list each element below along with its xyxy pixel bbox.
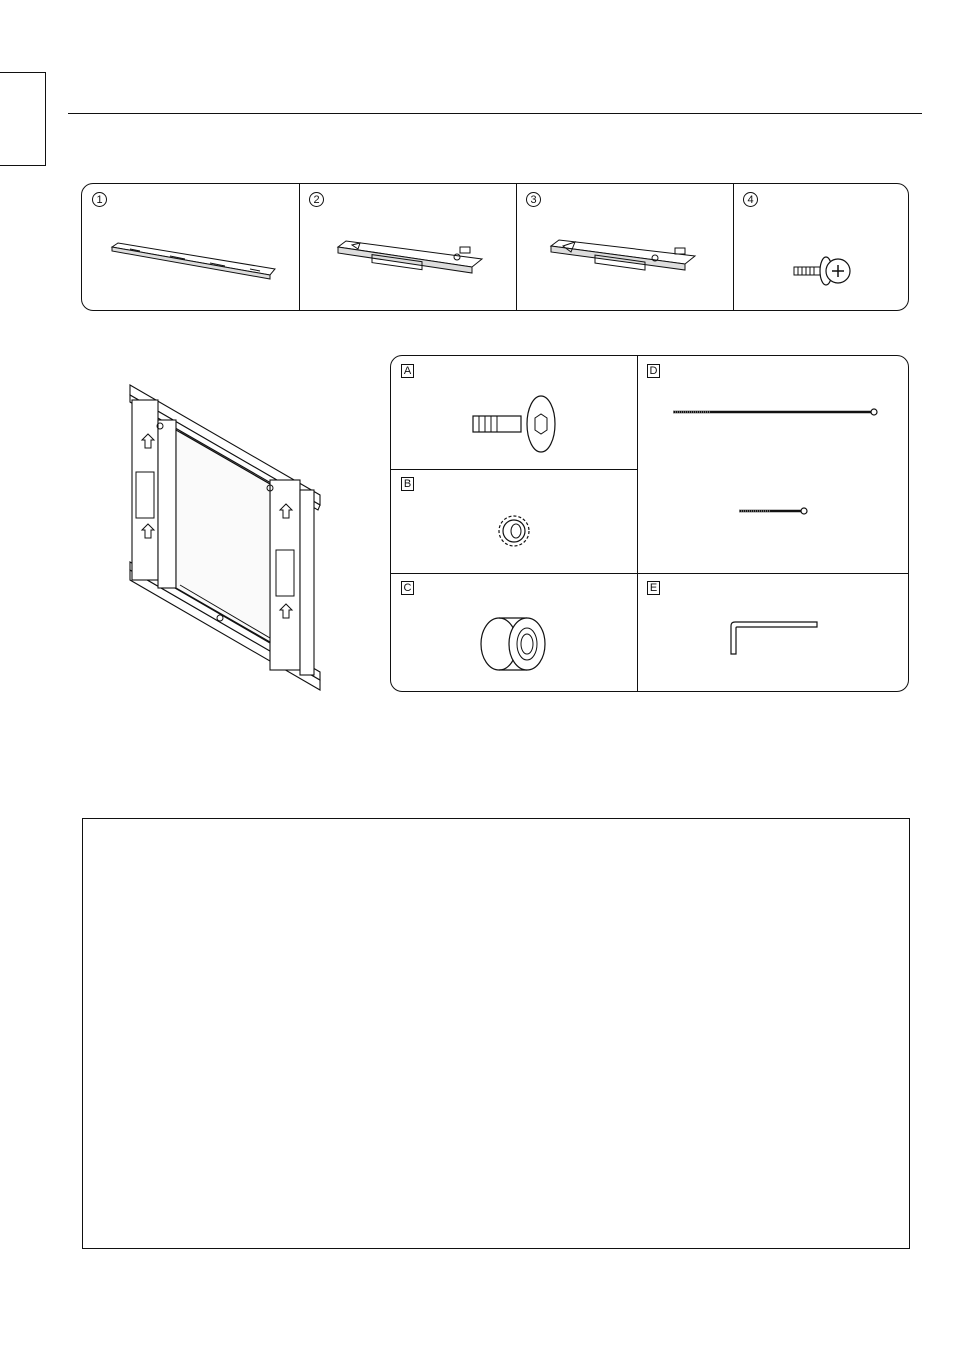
- spacer-collar-icon: [477, 614, 553, 674]
- part-label-4: 4: [743, 192, 758, 207]
- accessory-label-d: D: [647, 364, 660, 378]
- side-tab: [0, 72, 46, 166]
- accessory-label-b: B: [401, 477, 414, 491]
- divider: [637, 356, 638, 691]
- part-label-3: 3: [526, 192, 541, 207]
- notes-box: [82, 818, 910, 1249]
- header-rule: [68, 113, 922, 114]
- hanger-bracket-right-icon: [545, 236, 705, 286]
- parts-row: [81, 183, 909, 311]
- long-bracket-icon: [110, 239, 280, 289]
- divider: [391, 573, 908, 574]
- toothed-washer-icon: [494, 511, 534, 551]
- part-label-2: 2: [309, 192, 324, 207]
- divider: [516, 184, 517, 310]
- hex-key-icon: [723, 618, 823, 658]
- part-label-1: 1: [92, 192, 107, 207]
- divider: [299, 184, 300, 310]
- divider: [733, 184, 734, 310]
- divider: [391, 469, 637, 470]
- hex-socket-bolt-icon: [471, 394, 561, 454]
- accessory-label-a: A: [401, 364, 414, 378]
- accessory-label-c: C: [401, 581, 414, 595]
- accessory-label-e: E: [647, 581, 660, 595]
- screw-with-washer-icon: [792, 254, 862, 290]
- wall-mount-bracket-icon: [120, 380, 330, 695]
- long-screws-icon: [671, 404, 891, 524]
- accessories-grid: [390, 355, 909, 692]
- hanger-bracket-left-icon: [332, 239, 492, 289]
